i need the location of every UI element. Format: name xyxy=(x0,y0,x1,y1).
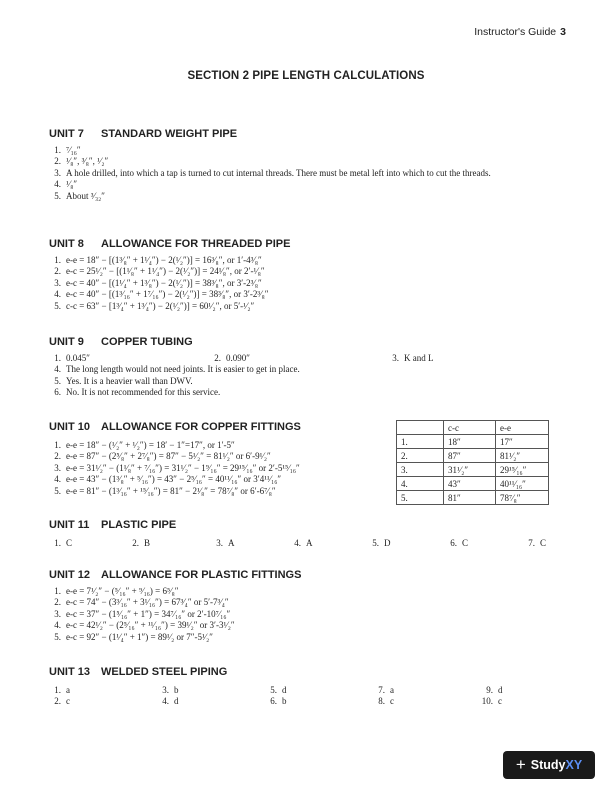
brand-xy: XY xyxy=(565,758,583,772)
table-cell: 29¹⁵⁄₁₆″ xyxy=(496,463,549,477)
list-item: 5. About ³⁄₃₂″ xyxy=(54,190,105,201)
table-cell: 78⁷⁄₈″ xyxy=(496,491,549,505)
unit-number: UNIT 11 xyxy=(49,519,90,531)
list-item: 3. K and L xyxy=(392,353,434,363)
list-item: 3. A hole drilled, into which a tap is turned to cut internal threads. There must be metal left into which to cut the threads. xyxy=(54,167,491,178)
list-item: 1. 0.045″ xyxy=(54,353,90,363)
list-item: 6. No. It is not recommended for this service. xyxy=(54,387,221,398)
table-row xyxy=(397,463,549,477)
list-item: 4. A xyxy=(294,538,313,548)
unit-9 xyxy=(49,336,569,399)
answer-list xyxy=(49,440,389,497)
unit-8 xyxy=(49,238,569,312)
list-item: 5. D xyxy=(372,538,391,548)
table-cell: 5. xyxy=(397,491,444,505)
list-item: 3. e-c = 40″ − [(1¹⁄₄″ + 1³⁄₈″) − 2(¹⁄₂″)] = 38³⁄₈″, or 3′-2³⁄₈″ xyxy=(54,277,262,288)
list-item: 1. a xyxy=(54,685,70,695)
unit-heading xyxy=(49,569,569,581)
table-row xyxy=(397,435,549,449)
list-item: 5. Yes. It is a heavier wall than DWV. xyxy=(54,375,193,386)
page-number: 3 xyxy=(560,26,566,38)
table-header-row xyxy=(397,421,549,435)
list-item: 1. C xyxy=(54,538,73,548)
unit-heading xyxy=(49,128,569,140)
unit-13 xyxy=(49,666,569,708)
table-cell: 81″ xyxy=(444,491,496,505)
unit-heading xyxy=(49,421,389,433)
list-item: 4. e-c = 42¹⁄₂″ − (2⁵⁄₁₆″ + ¹¹⁄₁₆″) = 39¹⁄₂″ or 3′-3¹⁄₂″ xyxy=(54,620,235,631)
table-cell: 17″ xyxy=(496,435,549,449)
unit-name: COPPER TUBING xyxy=(101,336,193,348)
table-cell: 4. xyxy=(397,477,444,491)
list-item: 2. e-e = 87″ − (2⁵⁄₈″ + 2⁷⁄₈″) = 87″ − 5¹⁄₂″ = 81¹⁄₂″ or 6′-9¹⁄₂″ xyxy=(54,451,271,462)
list-item: 10. c xyxy=(481,696,502,707)
table-cell: 81¹⁄₂″ xyxy=(496,449,549,463)
table-row xyxy=(397,491,549,505)
list-item: 2. ¹⁄₈″, ³⁄₈″, ¹⁄₂″ xyxy=(54,156,109,167)
brand-study: Study xyxy=(530,758,566,772)
unit-heading xyxy=(49,336,569,348)
answer-list xyxy=(49,586,569,643)
unit-name: PLASTIC PIPE xyxy=(101,519,177,531)
list-item: 2. e-c = 74″ − (3³⁄₁₆″ + 3¹⁄₁₆″) = 67³⁄₄″ or 5′-7³⁄₄″ xyxy=(54,597,229,608)
list-item: 7. a xyxy=(378,685,394,695)
table-cell: 40¹¹⁄₁₆″ xyxy=(496,477,549,491)
unit-7 xyxy=(49,128,569,202)
list-item: 3. A xyxy=(216,538,235,548)
studyxy-badge[interactable] xyxy=(503,751,595,779)
section-title: SECTION 2 PIPE LENGTH CALCULATIONS xyxy=(187,70,425,82)
table-cell xyxy=(397,421,444,435)
list-item: 4. e-e = 43″ − (1³⁄₈″ + ⁵⁄₁₆″) = 43″ − 2⁵⁄₁₆″ = 40¹¹⁄₁₆″ or 3′4¹¹⁄₁₆″ xyxy=(54,474,282,485)
unit-name: ALLOWANCE FOR THREADED PIPE xyxy=(101,238,291,250)
unit-heading xyxy=(49,519,569,531)
list-item: 1. ⁷⁄₁₆″ xyxy=(54,145,81,155)
table-header-ee: e-e xyxy=(496,421,549,435)
answer-row xyxy=(49,538,569,549)
table-cell: 3. xyxy=(397,463,444,477)
table-row xyxy=(397,477,549,491)
list-item: 1. e-e = 7¹⁄₂″ − (⁵⁄₁₆″ + ⁹⁄₁₆) = 6⁵⁄₈″ xyxy=(54,586,179,596)
table-header-cc: c-c xyxy=(444,421,496,435)
unit-number: UNIT 13 xyxy=(49,666,90,678)
list-item: 1. e-e = 18″ − [(1³⁄₈″ + 1¹⁄₄″) − 2(¹⁄₂″)] = 16³⁄₈″, or 1′-4³⁄₈″ xyxy=(54,255,262,265)
unit-name: STANDARD WEIGHT PIPE xyxy=(101,128,238,140)
answer-row xyxy=(49,353,569,364)
answer-list xyxy=(49,255,569,312)
list-item: 2. c xyxy=(54,696,70,707)
answer-list xyxy=(49,364,569,398)
unit-heading xyxy=(49,666,569,678)
list-item: 2. B xyxy=(132,538,151,548)
unit-11 xyxy=(49,519,569,549)
table-cell: 1. xyxy=(397,435,444,449)
table-cell: 18″ xyxy=(444,435,496,449)
list-item: 7. C xyxy=(528,538,547,548)
answer-row xyxy=(49,696,569,707)
list-item: 4. e-c = 40″ − [(1³⁄₁₆″ + 1⁷⁄₁₆″) − 2(¹⁄₂″)] = 38³⁄₈″, or 3′-2³⁄₈″ xyxy=(54,289,269,300)
list-item: 6. C xyxy=(450,538,469,548)
list-item: 4. The long length would not need joints. It is easier to get in place. xyxy=(54,364,300,375)
list-item: 9. d xyxy=(486,685,503,695)
unit-number: UNIT 7 xyxy=(49,128,84,140)
running-header xyxy=(474,26,566,38)
guide-label: Instructor's Guide xyxy=(474,26,557,38)
table-cell: 31¹⁄₂″ xyxy=(444,463,496,477)
unit-name: ALLOWANCE FOR COPPER FITTINGS xyxy=(101,421,301,433)
unit-name: ALLOWANCE FOR PLASTIC FITTINGS xyxy=(101,569,302,581)
answer-list xyxy=(49,145,569,202)
list-item: 2. 0.090″ xyxy=(214,353,250,363)
list-item: 3. e-e = 31¹⁄₂″ − (1¹⁄₈″ + ⁷⁄₁₆″) = 31¹⁄₂″ − 1⁹⁄₁₆″ = 29¹⁵⁄₁₆″ or 2′-5¹⁵⁄₁₆″ xyxy=(54,462,300,473)
answer-row xyxy=(49,685,569,696)
unit-number: UNIT 8 xyxy=(49,238,84,250)
unit-number: UNIT 9 xyxy=(49,336,84,348)
list-item: 5. e-e = 81″ − (1³⁄₁₆″ + ¹⁵⁄₁₆″) = 81″ − 2¹⁄₈″ = 78⁷⁄₈″ or 6′-6⁷⁄₈″ xyxy=(54,485,276,496)
table-cell: 87″ xyxy=(444,449,496,463)
list-item: 6. b xyxy=(270,696,287,707)
plus-icon: + xyxy=(515,755,526,774)
list-item: 4. d xyxy=(162,696,179,707)
table-cell: 43″ xyxy=(444,477,496,491)
list-item: 8. c xyxy=(378,696,394,707)
unit-heading xyxy=(49,238,569,250)
unit-10 xyxy=(49,421,389,497)
list-item: 3. e-c = 37″ − (1⁵⁄₁₆″ + 1″) = 34⁷⁄₁₆″ or 2′-10⁷⁄₁₆″ xyxy=(54,608,231,619)
list-item: 4. ¹⁄₈″ xyxy=(54,179,78,190)
list-item: 5. e-c = 92″ − (1¹⁄₄″ + 1″) = 89¹⁄₂ or 7″-5¹⁄₂″ xyxy=(54,631,214,642)
list-item: 1. e-e = 18″ − (¹⁄₂″ + ¹⁄₂″) = 18′ − 1″=17″, or 1′-5″ xyxy=(54,440,235,450)
unit-name: WELDED STEEL PIPING xyxy=(101,666,228,678)
list-item: 3. b xyxy=(162,685,179,695)
list-item: 5. c-c = 63″ − [1³⁄₄″ + 1³⁄₄″) − 2(¹⁄₂″)] = 60¹⁄₂″, or 5′-¹⁄₂″ xyxy=(54,300,255,311)
list-item: 5. d xyxy=(270,685,287,695)
unit-number: UNIT 12 xyxy=(49,569,90,581)
list-item: 2. e-c = 25¹⁄₂″ − [(1¹⁄₈″ + 1¹⁄₄″) − 2(¹⁄₂″)] = 24¹⁄₈″, or 2′-¹⁄₈″ xyxy=(54,266,265,277)
table-cell: 2. xyxy=(397,449,444,463)
unit-12 xyxy=(49,569,569,643)
fittings-table xyxy=(396,420,549,505)
table-row xyxy=(397,449,549,463)
unit-number: UNIT 10 xyxy=(49,421,90,433)
